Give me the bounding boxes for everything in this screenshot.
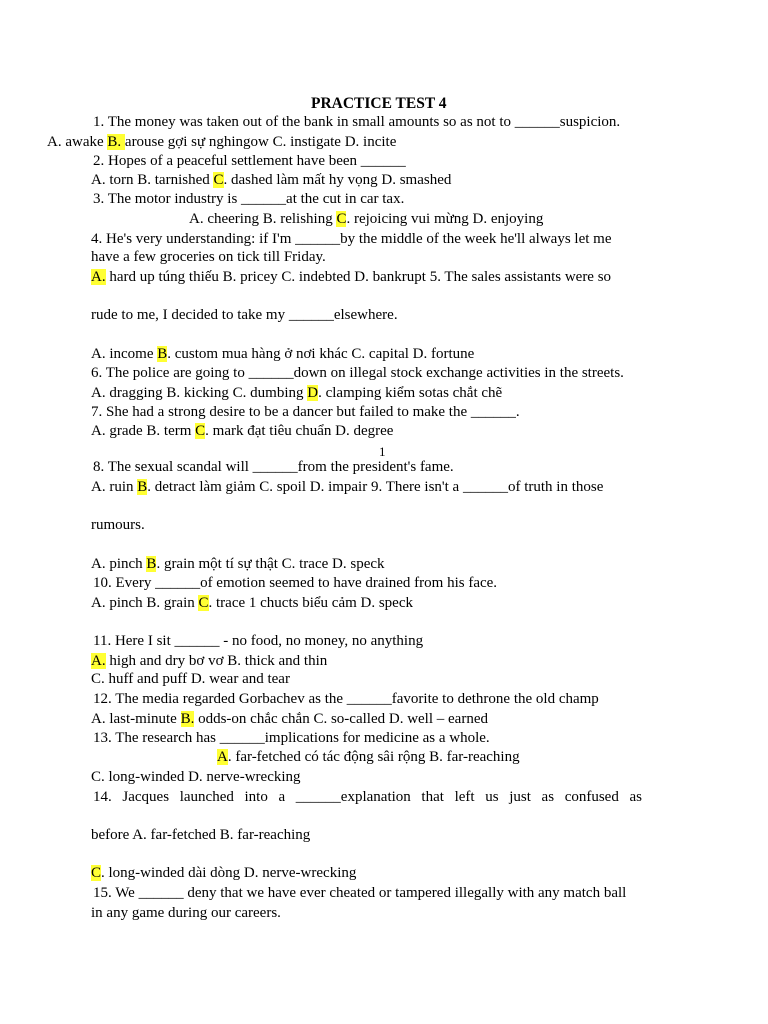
question-14-line-2: before A. far-fetched B. far-reaching — [91, 827, 311, 843]
answers-7: A. grade B. term C. mark đạt tiêu chuẩn D. degree — [91, 423, 394, 439]
question-4-line-2: have a few groceries on tick till Friday. — [91, 249, 326, 265]
answers-14: C. long-winded dài dòng D. nerve-wrecking — [91, 865, 357, 881]
answer-highlight: C — [198, 595, 209, 611]
answers-5: A. income B. custom mua hàng ở nơi khác C. capital D. fortune — [91, 346, 475, 362]
answers-11: A. high and dry bơ vơ B. thick and thin — [91, 653, 328, 669]
question-1: 1. The money was taken out of the bank in small amounts so as not to ______suspicion. — [93, 114, 621, 130]
answer-highlight: A. — [91, 269, 106, 285]
answer-highlight: B — [137, 479, 148, 495]
answer-highlight: C — [195, 423, 206, 439]
answer-highlight: B. — [180, 711, 195, 727]
question-13: 13. The research has ______implications for medicine as a whole. — [93, 730, 490, 746]
answers-13-line-2: C. long-winded D. nerve-wrecking — [91, 769, 301, 785]
answer-highlight: C — [91, 865, 102, 881]
answers-8: A. ruin B. detract làm giảm C. spoil D. impair 9. There isn't a ______of truth in those — [91, 479, 604, 495]
answer-highlight: A — [217, 749, 228, 765]
question-14: 14. Jacques launched into a ______explanation that left us just as confused as — [93, 789, 642, 805]
answers-6: A. dragging B. kicking C. dumbing D. clamping kiểm sotas chắt chẽ — [91, 385, 503, 401]
answers-12: A. last-minute B. odds-on chắc chắn C. so-called D. well – earned — [91, 711, 488, 727]
question-6: 6. The police are going to ______down on illegal stock exchange activities in the streets. — [91, 365, 624, 381]
answers-1: A. awake B. arouse gợi sự nghingow C. instigate D. incite — [47, 134, 397, 150]
answer-highlight: B — [157, 346, 168, 362]
answers-9: A. pinch B. grain một tí sự thật C. trace D. speck — [91, 556, 385, 572]
answers-11-line-2: C. huff and puff D. wear and tear — [91, 671, 290, 687]
question-10: 10. Every ______of emotion seemed to have drained from his face. — [93, 575, 498, 591]
answer-highlight: B. — [107, 134, 125, 150]
answer-highlight: D — [307, 385, 319, 401]
question-8: 8. The sexual scandal will ______from the president's fame. — [93, 459, 454, 475]
question-7: 7. She had a strong desire to be a dancer but failed to make the ______. — [91, 404, 520, 420]
page-title: PRACTICE TEST 4 — [311, 95, 447, 112]
answer-highlight: C — [336, 211, 347, 227]
answer-highlight: B — [146, 556, 157, 572]
question-5: rude to me, I decided to take my ______elsewhere. — [91, 307, 398, 323]
question-12: 12. The media regarded Gorbachev as the ______favorite to dethrone the old champ — [93, 691, 599, 707]
question-2: 2. Hopes of a peaceful settlement have been ______ — [93, 153, 406, 169]
answers-2: A. torn B. tarnished C. dashed làm mất hy vọng D. smashed — [91, 172, 452, 188]
answer-highlight: A. — [91, 653, 106, 669]
answers-4: A. hard up túng thiếu B. pricey C. indebted D. bankrupt 5. The sales assistants were so — [91, 269, 612, 285]
page-number: 1 — [379, 444, 386, 459]
question-15-line-2: in any game during our careers. — [91, 905, 281, 921]
answers-10: A. pinch B. grain C. trace 1 chucts biểu cảm D. speck — [91, 595, 413, 611]
question-9: rumours. — [91, 517, 145, 533]
question-15-line-1: 15. We ______ deny that we have ever cheated or tampered illegally with any match ball — [93, 885, 627, 901]
answers-3: A. cheering B. relishing C. rejoicing vui mừng D. enjoying — [189, 211, 544, 227]
question-11: 11. Here I sit ______ - no food, no money, no anything — [93, 633, 424, 649]
answer-highlight: C — [213, 172, 224, 188]
question-3: 3. The motor industry is ______at the cut in car tax. — [93, 191, 405, 207]
question-4-line-1: 4. He's very understanding: if I'm ______by the middle of the week he'll always let me — [91, 231, 612, 247]
answers-13: A. far-fetched có tác động sâi rộng B. far-reaching — [217, 749, 520, 765]
